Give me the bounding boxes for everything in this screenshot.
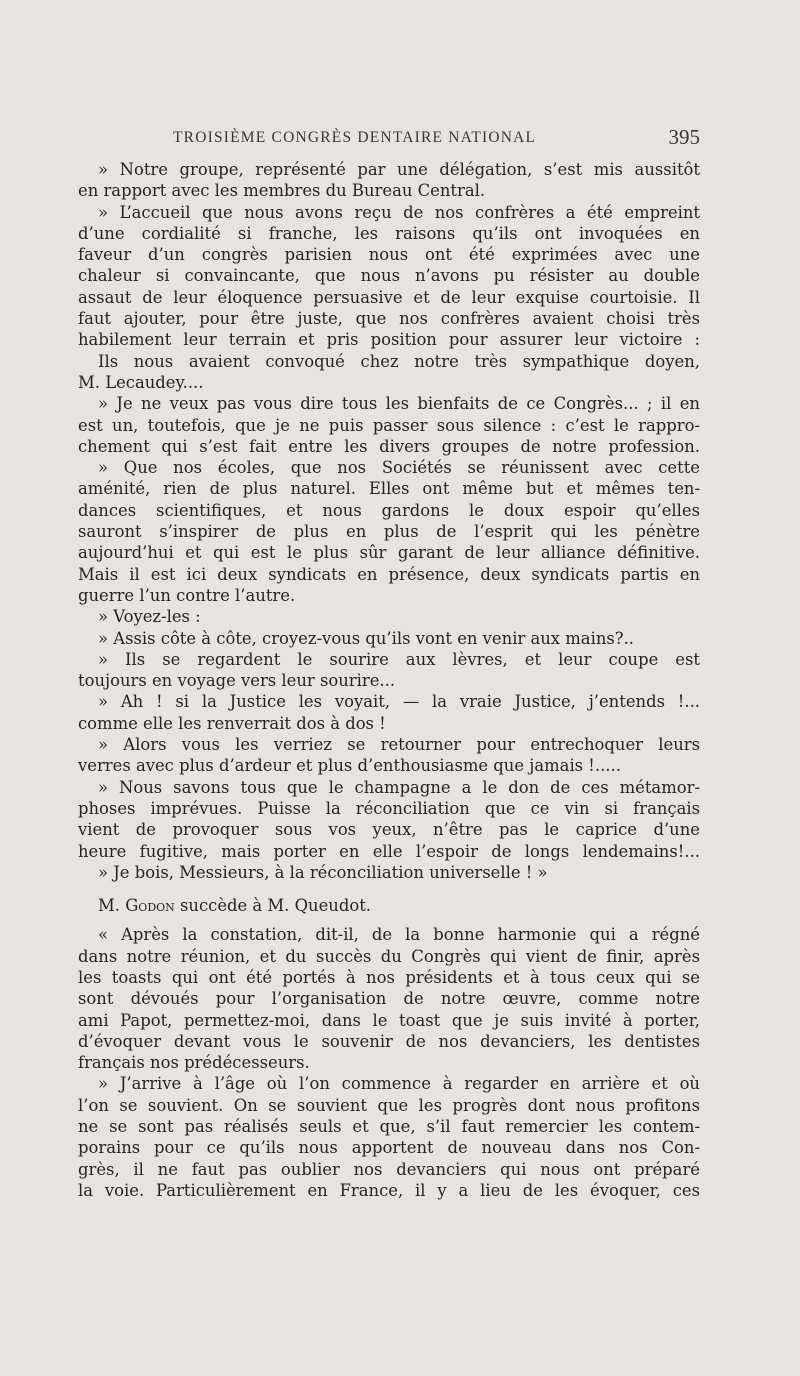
text-line: Mais il est ici deux syndicats en présence, deux syndicats partis en <box>78 564 700 584</box>
text-line: est un, toutefois, que je ne puis passer sous silence : c’est le rappro- <box>78 415 700 435</box>
text-line: dans notre réunion, et du succès du Congrès qui vient de finir, après <box>78 946 700 966</box>
text-block <box>78 924 700 1201</box>
text-line: d’évoquer devant vous le souvenir de nos devanciers, les dentistes <box>78 1031 700 1051</box>
text-line: heure fugitive, mais porter en elle l’espoir de longs lendemains!... <box>78 841 700 861</box>
text-line: « Après la constation, dit-il, de la bonne harmonie qui a régné <box>98 925 700 945</box>
paragraph-gap <box>78 916 700 924</box>
text-line: grès, il ne faut pas oublier nos devanciers qui nous ont préparé <box>78 1159 700 1179</box>
text-line: faut ajouter, pour être juste, que nos confrères avaient choisi très <box>78 309 700 329</box>
text-line: français nos prédécesseurs. <box>78 1053 310 1073</box>
text-line: aujourd’hui et qui est le plus sûr garant de leur alliance définitive. <box>78 543 700 563</box>
text-line: phoses imprévues. Puisse la réconciliation que ce vin si français <box>78 798 700 818</box>
text-line: d’une cordialité si franche, les raisons qu’ils ont invoquées en <box>78 223 700 243</box>
text-line: assaut de leur éloquence persuasive et de leur exquise courtoisie. Il <box>78 287 700 307</box>
running-head <box>78 127 700 153</box>
text-line: aménité, rien de plus naturel. Elles ont même but et mêmes ten- <box>78 479 700 499</box>
text-line: habilement leur terrain et pris position pour assurer leur victoire : <box>78 330 700 350</box>
text-line: porains pour ce qu’ils nous apportent de nouveau dans nos Con- <box>78 1138 700 1158</box>
text-line: comme elle les renverrait dos à dos ! <box>78 713 386 733</box>
text-line: » Assis côte à côte, croyez-vous qu’ils vont en venir aux mains?.. <box>98 628 634 648</box>
text-line: ami Papot, permettez-moi, dans le toast que je suis invité à porter, <box>78 1010 700 1030</box>
running-title: TROISIÈME CONGRÈS DENTAIRE NATIONAL <box>173 129 537 146</box>
text-line: vient de provoquer sous vos yeux, n’être pas le caprice d’une <box>78 820 700 840</box>
text-line: chement qui s’est fait entre les divers groupes de notre profession. <box>78 436 700 456</box>
text-line: » Alors vous les verriez se retourner pour entrechoquer leurs <box>98 735 700 755</box>
text-line: en rapport avec les membres du Bureau Central. <box>78 181 486 201</box>
text-line: » L’accueil que nous avons reçu de nos confrères a été empreint <box>98 202 700 222</box>
text-line: » Nous savons tous que le champagne a le don de ces métamor- <box>98 777 700 797</box>
text-line: » Notre groupe, représenté par une délégation, s’est mis aussitôt <box>98 160 700 179</box>
text-line: » Ah ! si la Justice les voyait, — la vraie Justice, j’entends !... <box>98 692 700 712</box>
speaker-name: Godon <box>125 896 175 916</box>
book-page <box>78 127 700 1201</box>
text-block <box>78 159 700 883</box>
text-line: » J’arrive à l’âge où l’on commence à regarder en arrière et où <box>98 1074 700 1094</box>
text-line: » Je bois, Messieurs, à la réconciliation universelle ! » <box>98 862 548 882</box>
text-line: » Ils se regardent le sourire aux lèvres, et leur coupe est <box>98 649 700 669</box>
speaker-prefix: M. <box>98 896 126 916</box>
text-line: verres avec plus d’ardeur et plus d’enthousiasme que jamais !..... <box>78 756 621 776</box>
speaker-suffix: succède à M. Queudot. <box>174 896 372 916</box>
speaker-line <box>78 895 700 916</box>
page-number: 395 <box>668 125 700 149</box>
text-line: » Je ne veux pas vous dire tous les bienfaits de ce Congrès... ; il en <box>98 394 700 414</box>
text-line: toujours en voyage vers leur sourire... <box>78 671 396 691</box>
text-line: guerre l’un contre l’autre. <box>78 585 296 605</box>
text-line: la voie. Particulièrement en France, il y a lieu de les évoquer, ces <box>78 1180 700 1200</box>
text-line: les toasts qui ont été portés à nos présidents et à tous ceux qui se <box>78 967 700 987</box>
text-line: sont dévoués pour l’organisation de notre œuvre, comme notre <box>78 989 700 1009</box>
text-line: » Voyez-les : <box>98 607 201 627</box>
text-line: faveur d’un congrès parisien nous ont été exprimées avec une <box>78 245 700 265</box>
text-line: sauront s’inspirer de plus en plus de l’esprit qui les pénètre <box>78 522 700 542</box>
text-line: M. Lecaudey.... <box>78 372 204 392</box>
text-line: chaleur si convaincante, que nous n’avons pu résister au double <box>78 266 700 286</box>
paragraph-gap <box>78 883 700 895</box>
text-line: dances scientifiques, et nous gardons le doux espoir qu’elles <box>78 500 700 520</box>
text-line: ne se sont pas réalisés seuls et que, s’il faut remercier les contem- <box>78 1117 700 1137</box>
text-line: l’on se souvient. On se souvient que les progrès dont nous profitons <box>78 1095 700 1115</box>
text-line: » Que nos écoles, que nos Sociétés se réunissent avec cette <box>98 458 700 478</box>
text-line: Ils nous avaient convoqué chez notre très sympathique doyen, <box>98 351 700 371</box>
